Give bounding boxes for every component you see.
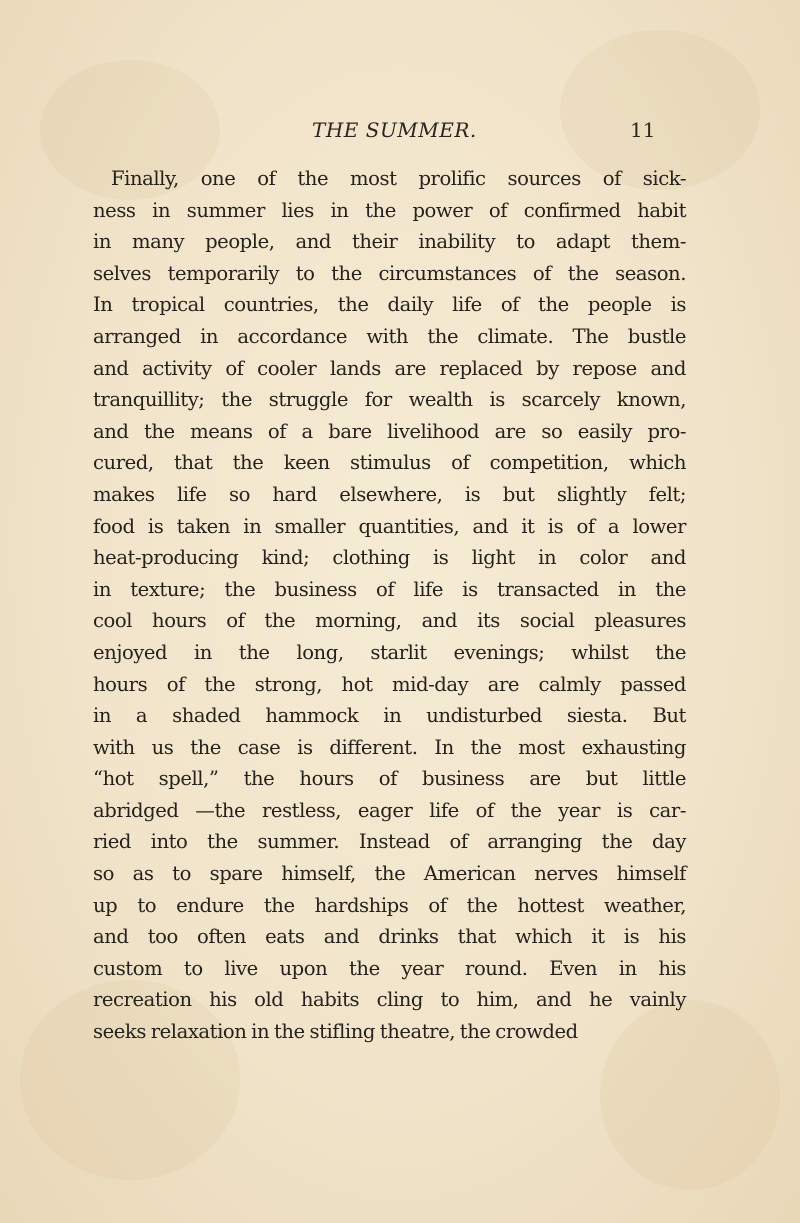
text-line: Finally, one of the most prolific sources of sick-	[111, 167, 686, 190]
text-line: tranquillity; the struggle for wealth is scarcely known,	[93, 388, 686, 412]
text-line: in texture; the business of life is transacted in the	[93, 577, 686, 601]
text-line: ried into the summer. Instead of arranging the day	[93, 830, 686, 854]
text-line: arranged in accordance with the climate. The bustle	[93, 324, 686, 348]
body-paragraph	[93, 163, 686, 1048]
text-line: heat-producing kind; clothing is light in color and	[93, 546, 686, 570]
text-line: cool hours of the morning, and its social pleasures	[93, 609, 686, 633]
running-header	[0, 118, 800, 148]
text-line: custom to live upon the year round. Even in his	[93, 956, 686, 980]
text-line: makes life so hard elsewhere, is but slightly felt;	[93, 482, 686, 506]
text-line: In tropical countries, the daily life of the people is	[93, 293, 686, 317]
text-line: abridged —the restless, eager life of the year is car-	[93, 798, 686, 822]
text-line: with us the case is different. In the most exhausting	[93, 735, 686, 759]
text-line: recreation his old habits cling to him, and he vainly	[93, 988, 686, 1012]
text-line: seeks relaxation in the stifling theatre, the crowded	[93, 1020, 578, 1044]
text-line: and the means of a bare livelihood are so easily pro-	[93, 419, 686, 443]
text-line: up to endure the hardships of the hottest weather,	[93, 893, 686, 917]
text-line: selves temporarily to the circumstances of the season.	[93, 261, 686, 285]
text-line: in a shaded hammock in undisturbed siesta. But	[93, 704, 686, 728]
text-line: “hot spell,” the hours of business are but little	[93, 767, 686, 791]
text-line: enjoyed in the long, starlit evenings; whilst the	[93, 640, 686, 664]
text-line: so as to spare himself, the American nerves himself	[93, 862, 686, 886]
text-line: and too often eats and drinks that which it is his	[93, 925, 686, 949]
text-line: cured, that the keen stimulus of competition, which	[93, 451, 686, 475]
page-number: 11	[630, 118, 656, 142]
text-line: food is taken in smaller quantities, and it is of a lower	[93, 514, 686, 538]
running-title: THE SUMMER.	[312, 118, 477, 142]
text-line: in many people, and their inability to adapt them-	[93, 230, 686, 254]
text-line: ness in summer lies in the power of confirmed habit	[93, 198, 686, 222]
text-line: and activity of cooler lands are replaced by repose and	[93, 356, 686, 380]
text-line: hours of the strong, hot mid-day are calmly passed	[93, 672, 686, 696]
